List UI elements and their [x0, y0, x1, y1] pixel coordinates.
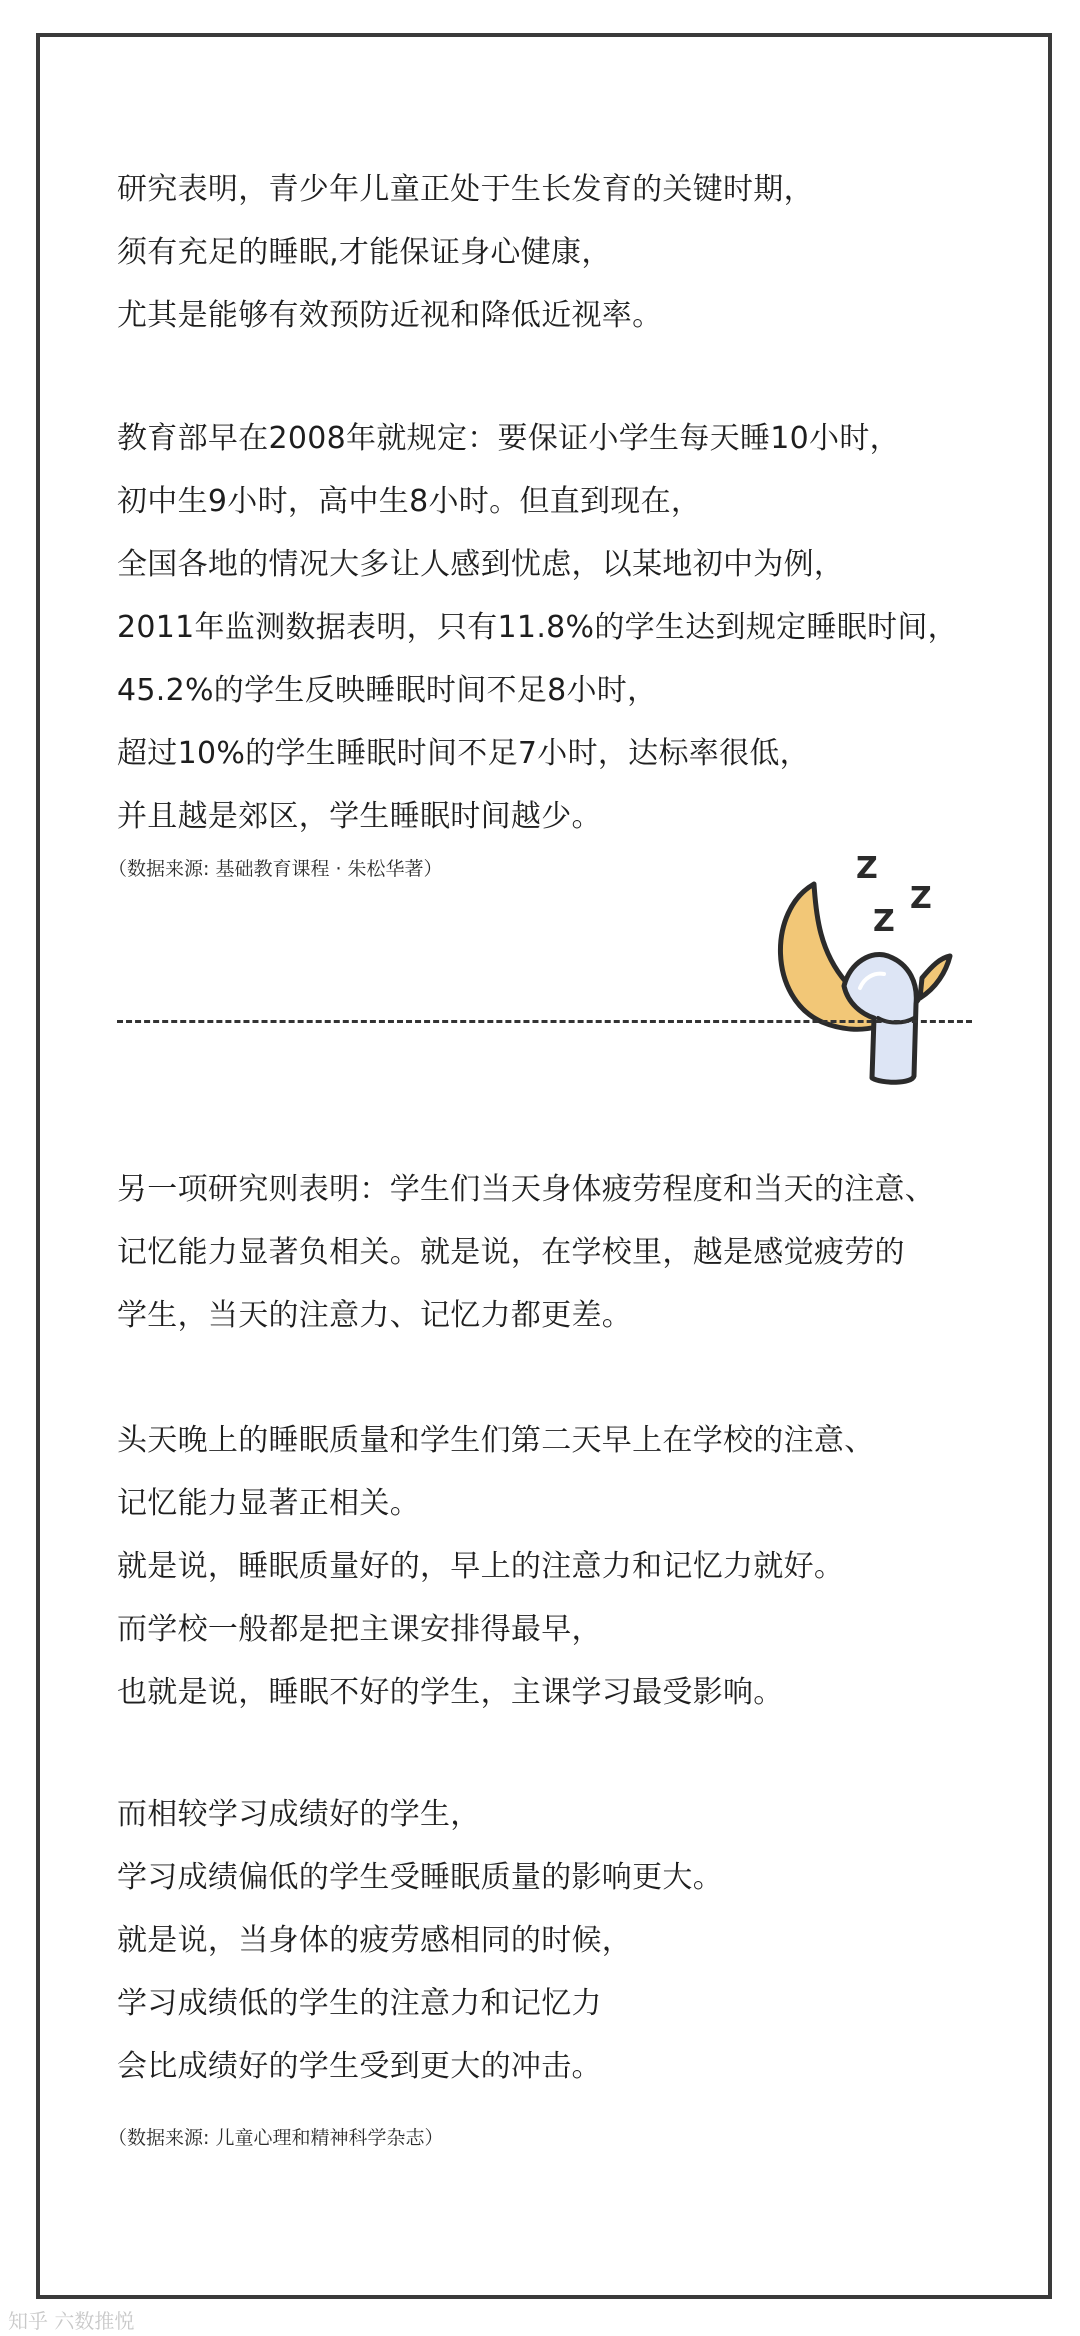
z-letter: Z	[873, 904, 895, 939]
paragraph-grades-impact	[117, 1783, 723, 2098]
text-line: 而相较学习成绩好的学生，	[117, 1797, 481, 1832]
watermark: 知乎 六数推悦	[8, 2309, 135, 2333]
text-line: 就是说，睡眠质量好的，早上的注意力和记忆力就好。	[117, 1549, 845, 1584]
text-line: 45.2%的学生反映睡眠时间不足8小时，	[117, 673, 658, 708]
paragraph-sleep-research	[117, 158, 814, 347]
text-line: 记忆能力显著负相关。就是说，在学校里，越是感觉疲劳的	[117, 1235, 905, 1270]
text-line: 并且越是郊区，学生睡眠时间越少。	[117, 799, 602, 834]
text-line: 尤其是能够有效预防近视和降低近视率。	[117, 298, 663, 333]
text-line: 记忆能力显著正相关。	[117, 1486, 420, 1521]
text-line: 头天晚上的睡眠质量和学生们第二天早上在学校的注意、	[117, 1423, 875, 1458]
paragraph-education-rules	[117, 407, 958, 848]
text-line: 须有充足的睡眠,才能保证身心健康，	[117, 235, 612, 270]
section-divider	[117, 1020, 972, 1023]
text-line: 全国各地的情况大多让人感到忧虑，以某地初中为例，	[117, 547, 845, 582]
data-source-note: （数据来源: 基础教育课程 · 朱松华著）	[108, 858, 443, 880]
text-line: 教育部早在2008年就规定：要保证小学生每天睡10小时，	[117, 421, 900, 456]
paragraph-fatigue-study	[117, 1158, 935, 1347]
text-line: 就是说，当身体的疲劳感相同的时候，	[117, 1923, 633, 1958]
data-source-note: （数据来源: 儿童心理和精神科学杂志）	[108, 2127, 444, 2149]
text-line: 学习成绩低的学生的注意力和记忆力	[117, 1986, 602, 2021]
z-letter: Z	[856, 851, 878, 886]
text-line: 研究表明，青少年儿童正处于生长发育的关键时期，	[117, 172, 814, 207]
text-line: 也就是说，睡眠不好的学生，主课学习最受影响。	[117, 1675, 784, 1710]
text-line: 另一项研究则表明：学生们当天身体疲劳程度和当天的注意、	[117, 1172, 936, 1207]
z-letter: Z	[910, 881, 932, 916]
text-line: 而学校一般都是把主课安排得最早，	[117, 1612, 602, 1647]
text-line: 超过10%的学生睡眠时间不足7小时，达标率很低，	[117, 736, 810, 771]
text-line: 会比成绩好的学生受到更大的冲击。	[117, 2049, 602, 2084]
text-line: 2011年监测数据表明，只有11.8%的学生达到规定睡眠时间，	[117, 610, 958, 645]
text-line: 初中生9小时，高中生8小时。但直到现在，	[117, 484, 702, 519]
paragraph-sleep-quality	[117, 1409, 875, 1724]
text-line: 学习成绩偏低的学生受睡眠质量的影响更大。	[117, 1860, 723, 1895]
text-line: 学生，当天的注意力、记忆力都更差。	[117, 1298, 633, 1333]
sleeping-moon-icon	[760, 838, 960, 1088]
